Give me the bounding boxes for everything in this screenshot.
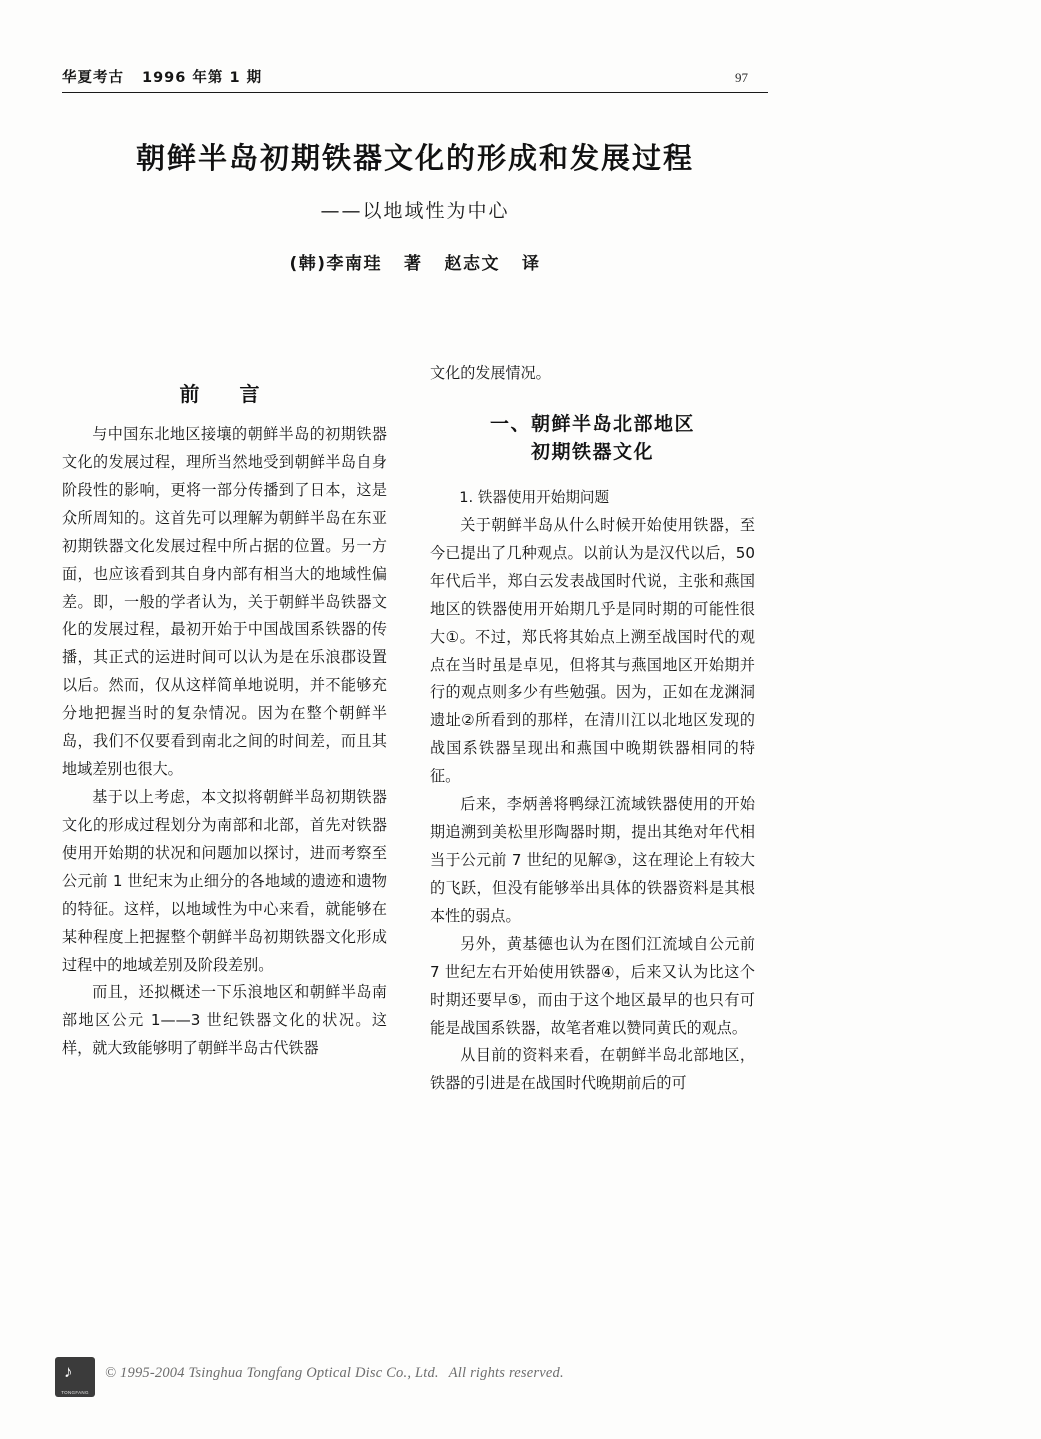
section-heading-line-2: 初期铁器文化	[530, 441, 654, 464]
paragraph: 关于朝鲜半岛从什么时候开始使用铁器，至今已提出了几种观点。以前认为是汉代以后，50 年代后半，郑白云发表战国时代说，主张和燕国地区的铁器使用开始期几乎是同时期的可能性很大①。不过，郑氏将其始点上溯至战国时代的观点在当时虽是卓见，但将其与燕国地区开始期并行的观点则多少有些勉强。因为，正如在龙渊洞遗址②所看到的那样，在清川江以北地区发现的战国系铁器呈现出和燕国中晚期铁器相同的特征。	[430, 515, 755, 786]
page-number: 97	[735, 70, 748, 85]
running-head-left	[62, 66, 262, 87]
title-block	[62, 140, 768, 274]
paragraph: 从目前的资料来看，在朝鲜半岛北部地区，铁器的引进是在战国时代晚期前后的可	[430, 1046, 755, 1093]
byline	[62, 249, 768, 274]
section-heading-preface: 前 言	[179, 382, 270, 406]
column-left	[62, 360, 387, 1063]
paragraph: 另外，黄基德也认为在图们江流域自公元前 7 世纪左右开始使用铁器④，后来又认为比这个时期还要早⑤，而由于这个地区最早的也只有可能是战国系铁器，故笔者难以赞同黄氏的观点。	[430, 934, 755, 1037]
copyright-notice	[105, 1365, 564, 1382]
translator-role: 译	[522, 254, 541, 275]
paragraph-carryover: 文化的发展情况。	[430, 364, 551, 382]
footer	[0, 1353, 1041, 1413]
body-columns	[62, 360, 768, 1120]
author-role: 著	[404, 254, 423, 275]
page-subtitle: ——以地域性为中心	[320, 200, 510, 223]
page-title: 朝鲜半岛初期铁器文化的形成和发展过程	[135, 141, 694, 175]
translator-name: 赵志文	[444, 254, 501, 275]
paragraph: 后来，李炳善将鸭绿江流域铁器使用的开始期追溯到美松里形陶器时期，提出其绝对年代相当于公元前 7 世纪的见解③，这在理论上有较大的飞跃，但没有能够举出具体的铁器资料是其根本性的弱点。	[430, 795, 755, 925]
running-head	[62, 66, 768, 87]
paragraph: 与中国东北地区接壤的朝鲜半岛的初期铁器文化的发展过程，理所当然地受到朝鲜半岛自身阶段性的影响，更将一部分传播到了日本，这是众所周知的。这首先可以理解为朝鲜半岛在东亚初期铁器文化发展过程中所占据的位置。另一方面，也应该看到其自身内部有相当大的地域性偏差。即，一般的学者认为，关于朝鲜半岛铁器文化的发展过程，最初开始于中国战国系铁器的传播，其正式的运进时间可以认为是在乐浪郡设置以后。然而，仅从这样简单地说明，并不能够充分地把握当时的复杂情况。因为在整个朝鲜半岛，我们不仅要看到南北之间的时间差，而且其地域差别也很大。	[62, 425, 387, 779]
rights-text: All rights reserved.	[448, 1365, 564, 1381]
paragraph: 基于以上考虑，本文拟将朝鲜半岛初期铁器文化的形成过程划分为南部和北部，首先对铁器使用开始期的状况和问题加以探讨，进而考察至公元前 1 世纪末为止细分的各地域的遗迹和遗物的特征。这样，以地域性为中心来看，就能够在某种程度上把握整个朝鲜半岛初期铁器文化形成过程中的地域差别及阶段差别。	[62, 787, 387, 974]
paragraph: 而且，还拟概述一下乐浪地区和朝鲜半岛南部地区公元 1——3 世纪铁器文化的状况。这样，就大致能够明了朝鲜半岛古代铁器	[62, 983, 387, 1058]
section-heading-chapter-one	[430, 410, 755, 467]
publisher-logo	[55, 1357, 95, 1397]
column-right	[430, 360, 755, 1098]
header-divider	[62, 92, 768, 93]
journal-name: 华夏考古	[62, 70, 124, 86]
author-name: (韩)李南珪	[289, 254, 383, 275]
publisher-logo-label: TONGFANG	[61, 1390, 89, 1395]
copyright-text: © 1995-2004 Tsinghua Tongfang Optical Disc Co., Ltd.	[105, 1365, 439, 1381]
section-heading-line-1: 一、朝鲜半岛北部地区	[489, 412, 695, 435]
journal-issue: 1996 年第 1 期	[142, 70, 263, 86]
disc-icon: ♪	[64, 1362, 73, 1381]
subsection-label: 1. 铁器使用开始期问题	[459, 488, 610, 506]
